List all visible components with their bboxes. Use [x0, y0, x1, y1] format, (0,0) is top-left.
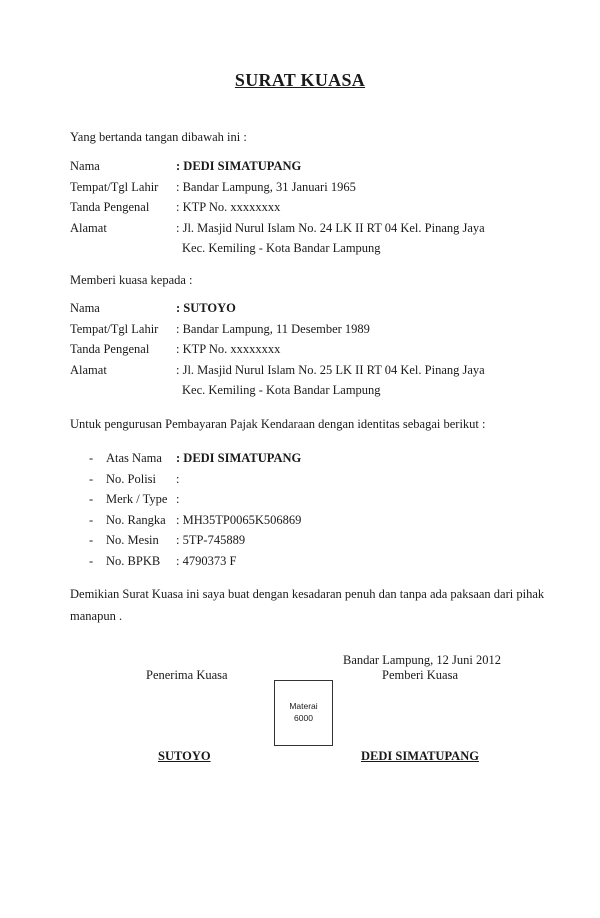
grantee-name-value: : SUTOYO [176, 301, 236, 315]
receiver-label: Penerima Kuasa [146, 668, 228, 682]
vehicle-engine-value: : 5TP-745889 [176, 533, 246, 547]
grantee-birth-value: : Bandar Lampung, 11 Desember 1989 [176, 322, 370, 336]
giver-signature-name: DEDI SIMATUPANG [361, 749, 479, 763]
grantor-id-value: : KTP No. xxxxxxxx [176, 200, 281, 214]
vehicle-bpkb-label: No. BPKB [106, 554, 161, 568]
grantor-address-value: : Jl. Masjid Nurul Islam No. 24 LK II RT 04 Kel. Pinang Jaya [176, 221, 485, 235]
grantee-id-value: : KTP No. xxxxxxxx [176, 342, 281, 356]
vehicle-plate-value: : [176, 472, 180, 486]
list-bullet: - [89, 533, 94, 547]
grantor-name-value: : DEDI SIMATUPANG [176, 159, 302, 173]
grantor-birth-label: Tempat/Tgl Lahir [70, 180, 159, 194]
grantee-id-label: Tanda Pengenal [70, 342, 150, 356]
closing-text-line2: manapun . [70, 609, 123, 623]
closing-text-line1: Demikian Surat Kuasa ini saya buat dengan kesadaran penuh dan tanpa ada paksaan dari pihak [70, 587, 545, 601]
stamp-value: 6000 [294, 713, 313, 723]
list-bullet: - [89, 451, 94, 465]
grantee-birth-label: Tempat/Tgl Lahir [70, 322, 159, 336]
grantor-name-label: Nama [70, 159, 100, 173]
list-bullet: - [89, 554, 94, 568]
grantor-birth-value: : Bandar Lampung, 31 Januari 1965 [176, 180, 356, 194]
vehicle-owner-value: : DEDI SIMATUPANG [176, 451, 302, 465]
grantee-address-label: Alamat [70, 363, 107, 377]
giver-label: Pemberi Kuasa [382, 668, 459, 682]
receiver-signature-name: SUTOYO [158, 749, 211, 763]
grantor-address-label: Alamat [70, 221, 107, 235]
vehicle-bpkb-value: : 4790373 F [176, 554, 237, 568]
place-date: Bandar Lampung, 12 Juni 2012 [343, 653, 501, 667]
grantee-address-line2: Kec. Kemiling - Kota Bandar Lampung [182, 383, 381, 397]
grantor-id-label: Tanda Pengenal [70, 200, 150, 214]
vehicle-chassis-label: No. Rangka [106, 513, 166, 527]
stamp-duty-box [274, 680, 333, 746]
list-bullet: - [89, 472, 94, 486]
vehicle-engine-label: No. Mesin [106, 533, 159, 547]
vehicle-owner-label: Atas Nama [106, 451, 162, 465]
intro-text: Yang bertanda tangan dibawah ini : [70, 130, 247, 144]
purpose-text: Untuk pengurusan Pembayaran Pajak Kendaraan dengan identitas sebagai berikut : [70, 417, 486, 431]
grantee-name-label: Nama [70, 301, 100, 315]
stamp-label: Materai [289, 701, 318, 711]
vehicle-brand-label: Merk / Type [106, 492, 168, 506]
vehicle-plate-label: No. Polisi [106, 472, 157, 486]
grantor-address-line2: Kec. Kemiling - Kota Bandar Lampung [182, 241, 381, 255]
grant-intro-text: Memberi kuasa kepada : [70, 273, 193, 287]
list-bullet: - [89, 513, 94, 527]
vehicle-brand-value: : [176, 492, 180, 506]
vehicle-chassis-value: : MH35TP0065K506869 [176, 513, 302, 527]
document-title: SURAT KUASA [234, 70, 366, 90]
grantee-address-value: : Jl. Masjid Nurul Islam No. 25 LK II RT 04 Kel. Pinang Jaya [176, 363, 485, 377]
list-bullet: - [89, 492, 94, 506]
